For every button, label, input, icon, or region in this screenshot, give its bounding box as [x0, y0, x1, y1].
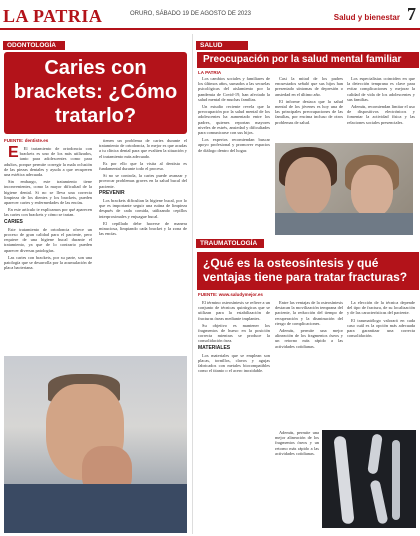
masthead	[0, 0, 420, 30]
paragraph: Los cambios sociales y familiares de los últimos años, sumados a las secuelas psicológicas del aislamiento por la pandemia de Covid-19, han afectado la salud mental de muchas familias.	[198, 76, 270, 102]
paragraph: En este artículo te explicamos por qué aparecen las caries con brackets y cómo se tratan.	[4, 207, 92, 218]
paragraph: El informe destaca que la salud mental de los jóvenes es hoy una de las principales preocupaciones de las familias, por encima incluso de otros problemas de salud.	[275, 98, 343, 125]
paragraph: La elección de la técnica depende del tipo de fractura, de su localización y de las características del paciente.	[347, 300, 415, 316]
page-number: 7	[407, 4, 416, 24]
subheading: CARIES	[4, 218, 23, 225]
xray-photo	[322, 430, 416, 528]
paragraph: Además, recomiendan limitar el uso de dispositivos electrónicos y fomentar la actividad física y las relaciones sociales presenciales.	[347, 104, 415, 125]
article-headline: Preocupación por la salud mental familiar	[203, 54, 402, 65]
article-headline: Caries con brackets: ¿Cómo tratarlo?	[13, 57, 178, 127]
article-headline: ¿Qué es la osteosíntesis y qué ventajas tiene para tratar fracturas?	[203, 256, 408, 284]
subheading: MATERIALES	[198, 344, 231, 351]
paragraph: Sin embargo, este tratamiento tiene inconvenientes, como la mayor dificultad de la higiene dental. Si no se lleva una correcta limpieza de los dientes y los brackets, pueden aparecer caries y enfermedades de las encías.	[4, 179, 92, 206]
category-tag: TRAUMATOLOGÍA	[196, 239, 264, 248]
paragraph: Entre las ventajas de la osteosíntesis destacan la movilización temprana del paciente, la reducción del tiempo de recuperación y la disminución del riesgo de complicaciones.	[275, 300, 343, 326]
article-column-2	[275, 76, 343, 140]
paragraph: tienen un problema de caries durante el tratamiento de ortodoncia, lo mejor es que acudas a tu clínica dental para que evalúen la situación y el tratamiento más adecuado.	[99, 138, 187, 159]
paragraph: Además, permite una mejor alineación de los fragmentos óseos y un retorno más rápido a las actividades cotidianas.	[275, 328, 343, 349]
column-divider	[192, 34, 193, 534]
article-byline: FUENTE: dentiste.es	[4, 138, 49, 143]
paragraph: Los brackets dificultan la higiene bucal, por lo que es importante seguir una rutina de limpieza después de cada comida, utilizando cepillos interproximales y enjuague bucal.	[99, 198, 187, 219]
paragraph: Las caries con brackets, por su parte, son una patología que se desarrolla por la acumulación de placa bacteriana.	[4, 254, 92, 271]
subheading: PREVENIR	[99, 189, 125, 196]
article-column-4	[275, 430, 319, 530]
paragraph: Los expertos recomiendan buscar apoyo profesional y promover espacios de diálogo dentro del hogar.	[198, 137, 270, 153]
article-column-3	[347, 76, 415, 140]
headline-box	[4, 52, 187, 134]
paragraph: Este tratamiento de ortodoncia ofrece un proceso de gran calidad para el paciente, pero requiere de una higiene bucal durante el tratamiento, ya que de lo contrario pueden aparecer diversas patologías.	[4, 226, 92, 253]
dateline: ORURO, SÁBADO 19 DE AGOSTO DE 2023	[130, 11, 251, 17]
paragraph: Los materiales que se emplean son placas, tornillos, clavos y agujas fabricados con metales biocompatibles como el titanio o el acero inoxidable.	[198, 352, 270, 374]
paragraph: El traumatólogo valorará en cada caso cuál es la opción más adecuada para garantizar una correcta consolidación.	[347, 317, 415, 339]
paragraph: El tratamiento de ortodoncia con brackets es uno de los más utilizados, tanto para adolescentes como para adultos, porque permite corregir la mala oclusión de las piezas dentales y ayuda a que recuperen una estética adecuada.	[4, 146, 92, 178]
article-column-2	[99, 138, 187, 354]
headline-box	[197, 52, 419, 68]
category-tag: SALUD	[196, 41, 248, 50]
article-column-2	[275, 300, 343, 426]
paragraph: El término osteosíntesis se refiere a un conjunto de técnicas quirúrgicas que se utilizan para la estabilización de fracturas óseas mediante implantes.	[198, 300, 270, 321]
article-byline: LA PATRIA	[198, 70, 222, 75]
drop-cap: E	[8, 146, 19, 161]
article-column-1	[4, 146, 92, 354]
article-byline: FUENTE: www.saludymejor.es	[198, 292, 263, 297]
headline-box	[197, 252, 419, 290]
paragraph: Su objetivo es mantener los fragmentos de hueso en la posición correcta mientras se produce la consolidación ósea.	[198, 322, 270, 344]
man-toothache-photo	[4, 356, 187, 533]
paragraph: El cepillado debe hacerse de manera minuciosa, limpiando cada bracket y la zona de las encías.	[99, 220, 187, 237]
section-title: Salud y bienestar	[333, 13, 400, 22]
article-column-3	[347, 300, 415, 426]
paragraph: Además, permite una mejor alineación de los fragmentos óseos y un retorno más rápido a las actividades cotidianas.	[275, 430, 319, 456]
paragraph: Un estudio reciente revela que la preocupación por la salud mental de los adolescentes ha aumentado entre los padres, quienes reportan mayores niveles de estrés, ansiedad y dificultades para comunicarse con sus hijos.	[198, 104, 270, 136]
paragraph: Es por ello que la visita al dentista es fundamental durante todo el proceso.	[99, 160, 187, 172]
article-column-1	[198, 76, 270, 234]
paragraph: Casi la mitad de los padres encuestados señaló que sus hijos han presentado síntomas de depresión o ansiedad en el último año.	[275, 76, 343, 97]
paragraph: Los especialistas coinciden en que la detección temprana es clave para evitar complicaciones y mejorar la calidad de vida de los adolescentes y sus familias.	[347, 76, 415, 102]
paragraph: Si no se controla, la caries puede avanzar y provocar problemas graves en la salud bucal del paciente.	[99, 173, 187, 189]
article-column-1	[198, 300, 270, 530]
teenagers-photo	[275, 143, 413, 235]
category-tag: ODONTOLOGÍA	[3, 41, 65, 50]
newspaper-logo: LA PATRIA	[3, 6, 103, 26]
